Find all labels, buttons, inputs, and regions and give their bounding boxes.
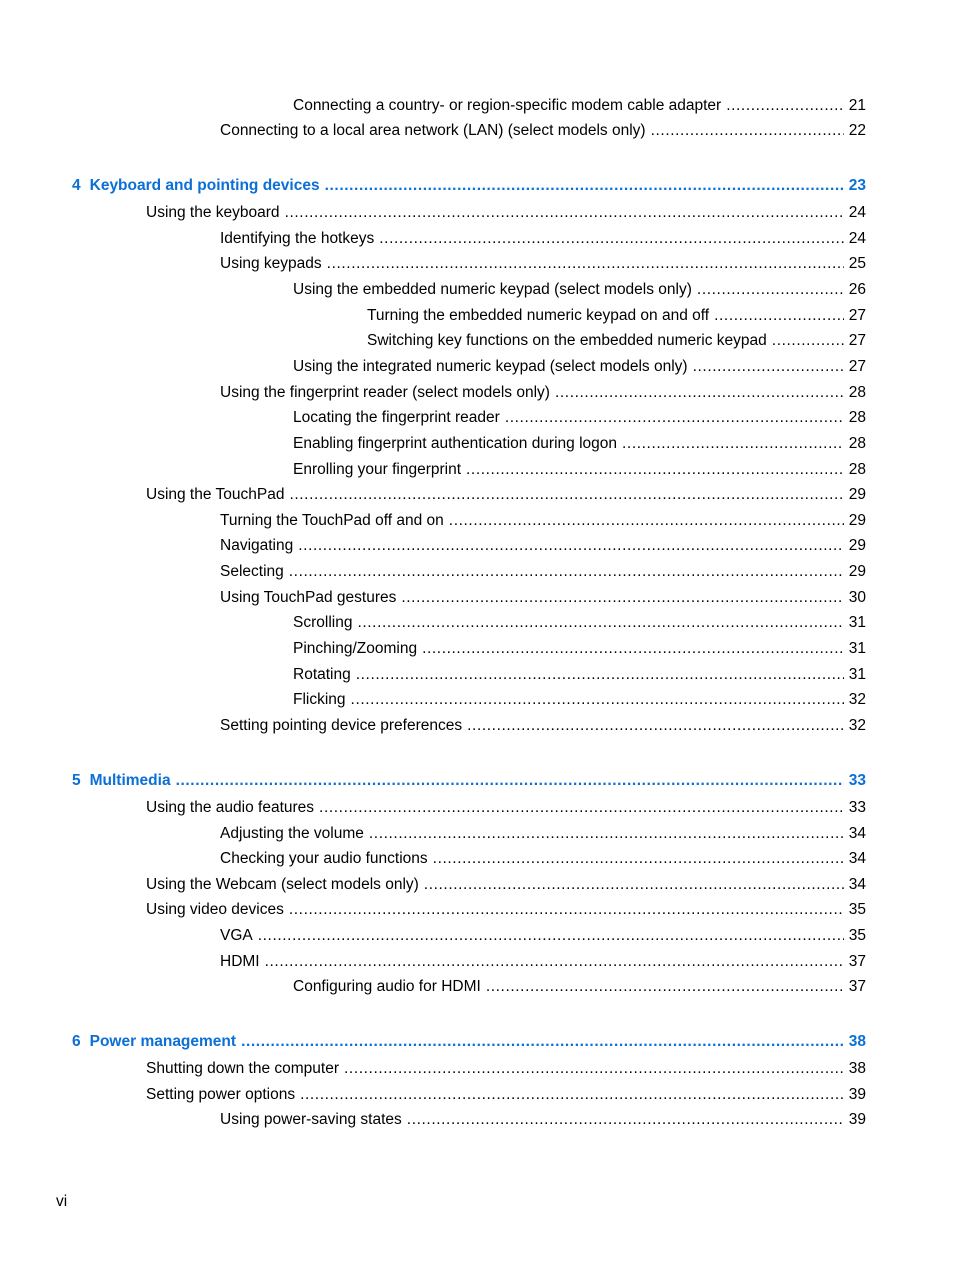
toc-entry[interactable] bbox=[220, 824, 866, 844]
toc-entry-page: 21 bbox=[848, 97, 866, 114]
toc-entry-page: 38 bbox=[848, 1033, 866, 1050]
dot-leader bbox=[325, 176, 844, 196]
toc-entry[interactable] bbox=[146, 798, 866, 818]
toc-entry[interactable] bbox=[293, 977, 866, 997]
toc-entry[interactable] bbox=[293, 357, 866, 377]
page-number: vi bbox=[56, 1193, 68, 1210]
dot-leader bbox=[344, 1059, 844, 1079]
dot-leader bbox=[486, 977, 844, 997]
dot-leader bbox=[407, 1110, 844, 1130]
toc-entry-page: 28 bbox=[848, 461, 866, 478]
toc-entry-title: Enabling fingerprint authentication during logon bbox=[293, 435, 618, 452]
toc-entry[interactable] bbox=[146, 1059, 866, 1079]
chapter-title: Power management bbox=[89, 1033, 237, 1050]
toc-entry[interactable] bbox=[293, 434, 866, 454]
dot-leader bbox=[693, 357, 844, 377]
toc-entry[interactable] bbox=[293, 460, 866, 480]
toc-entry[interactable] bbox=[293, 96, 866, 116]
dot-leader bbox=[466, 460, 844, 480]
toc-entry-title: VGA bbox=[220, 927, 253, 944]
dot-leader bbox=[726, 96, 844, 116]
dot-leader bbox=[319, 798, 844, 818]
toc-entry-title: Using keypads bbox=[220, 255, 322, 272]
toc-entry-title: Enrolling your fingerprint bbox=[293, 461, 462, 478]
toc-entry-page: 29 bbox=[848, 537, 866, 554]
toc-entry[interactable] bbox=[220, 229, 866, 249]
toc-entry[interactable] bbox=[220, 254, 866, 274]
toc-entry-title bbox=[72, 771, 176, 791]
toc-entry-title: HDMI bbox=[220, 953, 260, 970]
dot-leader bbox=[555, 383, 844, 403]
toc-entry[interactable] bbox=[293, 613, 866, 633]
toc-entry-title: Pinching/Zooming bbox=[293, 640, 418, 657]
toc-entry-title bbox=[72, 176, 325, 196]
toc-chapter-entry[interactable] bbox=[72, 1032, 866, 1052]
toc-chapter-entry[interactable] bbox=[72, 771, 866, 791]
toc-entry[interactable] bbox=[220, 383, 866, 403]
toc-entry[interactable] bbox=[146, 900, 866, 920]
toc-entry-page: 28 bbox=[848, 435, 866, 452]
toc-entry[interactable] bbox=[220, 536, 866, 556]
dot-leader bbox=[697, 280, 844, 300]
toc-entry-page: 28 bbox=[848, 384, 866, 401]
toc-entry-page: 35 bbox=[848, 901, 866, 918]
toc-entry-title: Using the fingerprint reader (select models only) bbox=[220, 384, 550, 401]
toc-entry-page: 32 bbox=[848, 691, 866, 708]
toc-entry-page: 37 bbox=[848, 978, 866, 995]
toc-entry[interactable] bbox=[220, 562, 866, 582]
dot-leader bbox=[772, 331, 844, 351]
dot-leader bbox=[351, 690, 844, 710]
dot-leader bbox=[433, 849, 844, 869]
toc-entry[interactable] bbox=[220, 926, 866, 946]
toc-entry[interactable] bbox=[293, 639, 866, 659]
toc-entry[interactable] bbox=[367, 331, 866, 351]
toc-entry-title bbox=[72, 1032, 241, 1052]
toc-entry-title: Rotating bbox=[293, 666, 351, 683]
toc-entry[interactable] bbox=[293, 690, 866, 710]
toc-entry-title: Using TouchPad gestures bbox=[220, 589, 397, 606]
dot-leader bbox=[298, 536, 844, 556]
dot-leader bbox=[449, 511, 844, 531]
toc-entry-title: Locating the fingerprint reader bbox=[293, 409, 500, 426]
dot-leader bbox=[176, 771, 844, 791]
toc-chapter-entry[interactable] bbox=[72, 176, 866, 196]
toc-entry-title: Scrolling bbox=[293, 614, 353, 631]
chapter-number: 4 bbox=[72, 177, 81, 194]
toc-entry-title: Setting power options bbox=[146, 1086, 296, 1103]
toc-entry[interactable] bbox=[367, 306, 866, 326]
toc-entry-page: 39 bbox=[848, 1086, 866, 1103]
toc-entry-page: 31 bbox=[848, 640, 866, 657]
toc-entry[interactable] bbox=[220, 588, 866, 608]
toc-entry-page: 32 bbox=[848, 717, 866, 734]
toc-entry[interactable] bbox=[293, 280, 866, 300]
chapter-number: 6 bbox=[72, 1033, 81, 1050]
toc-entry-page: 30 bbox=[848, 589, 866, 606]
toc-entry[interactable] bbox=[220, 121, 866, 141]
chapter-title: Multimedia bbox=[89, 772, 171, 789]
dot-leader bbox=[327, 254, 844, 274]
dot-leader bbox=[258, 926, 844, 946]
dot-leader bbox=[505, 408, 844, 428]
dot-leader bbox=[265, 952, 844, 972]
toc-entry-page: 34 bbox=[848, 876, 866, 893]
toc-entry-title: Selecting bbox=[220, 563, 284, 580]
toc-entry-title: Navigating bbox=[220, 537, 294, 554]
toc-entry[interactable] bbox=[220, 952, 866, 972]
toc-entry[interactable] bbox=[220, 1110, 866, 1130]
toc-entry-title: Switching key functions on the embedded numeric keypad bbox=[367, 332, 767, 349]
toc-entry-page: 26 bbox=[848, 281, 866, 298]
toc-entry-page: 29 bbox=[848, 512, 866, 529]
toc-entry-page: 27 bbox=[848, 358, 866, 375]
dot-leader bbox=[651, 121, 844, 141]
toc-entry-page: 22 bbox=[848, 122, 866, 139]
dot-leader bbox=[289, 562, 844, 582]
toc-entry-page: 34 bbox=[848, 850, 866, 867]
toc-entry[interactable] bbox=[293, 408, 866, 428]
toc-entry-title: Shutting down the computer bbox=[146, 1060, 340, 1077]
toc-entry-title: Using the TouchPad bbox=[146, 486, 285, 503]
toc-entry-title: Using the audio features bbox=[146, 799, 315, 816]
toc-entry-page: 31 bbox=[848, 614, 866, 631]
toc-entry[interactable] bbox=[146, 485, 866, 505]
toc-entry-title: Configuring audio for HDMI bbox=[293, 978, 481, 995]
toc-entry-title: Connecting a country- or region-specific modem cable adapter bbox=[293, 97, 722, 114]
toc-entry-title: Identifying the hotkeys bbox=[220, 230, 375, 247]
toc-entry-title: Setting pointing device preferences bbox=[220, 717, 463, 734]
toc-entry[interactable] bbox=[146, 203, 866, 223]
toc-entry[interactable] bbox=[146, 1085, 866, 1105]
dot-leader bbox=[622, 434, 844, 454]
toc-entry-title: Checking your audio functions bbox=[220, 850, 428, 867]
toc-entry-title: Using the integrated numeric keypad (select models only) bbox=[293, 358, 688, 375]
toc-entry-title: Adjusting the volume bbox=[220, 825, 364, 842]
toc-entry-page: 39 bbox=[848, 1111, 866, 1128]
dot-leader bbox=[467, 716, 844, 736]
toc-entry-page: 23 bbox=[848, 177, 866, 194]
toc-entry-title: Using power-saving states bbox=[220, 1111, 402, 1128]
dot-leader bbox=[379, 229, 844, 249]
dot-leader bbox=[289, 485, 843, 505]
toc-entry-page: 34 bbox=[848, 825, 866, 842]
toc-entry-page: 24 bbox=[848, 230, 866, 247]
toc-entry[interactable] bbox=[146, 875, 866, 895]
toc-entry-title: Using the embedded numeric keypad (select models only) bbox=[293, 281, 692, 298]
toc-entry-page: 33 bbox=[848, 799, 866, 816]
toc-entry-title: Using the keyboard bbox=[146, 204, 280, 221]
toc-entry-page: 33 bbox=[848, 772, 866, 789]
toc-entry-title: Flicking bbox=[293, 691, 346, 708]
dot-leader bbox=[285, 203, 844, 223]
toc-entry-page: 37 bbox=[848, 953, 866, 970]
toc-entry-page: 35 bbox=[848, 927, 866, 944]
toc-entry-page: 28 bbox=[848, 409, 866, 426]
toc-entry[interactable] bbox=[220, 716, 866, 736]
toc-entry-page: 38 bbox=[848, 1060, 866, 1077]
toc-entry-page: 27 bbox=[848, 307, 866, 324]
toc-entry-page: 25 bbox=[848, 255, 866, 272]
toc-entry[interactable] bbox=[220, 511, 866, 531]
toc-entry-page: 29 bbox=[848, 486, 866, 503]
dot-leader bbox=[300, 1085, 844, 1105]
dot-leader bbox=[369, 824, 844, 844]
dot-leader bbox=[357, 613, 843, 633]
toc-entry-page: 27 bbox=[848, 332, 866, 349]
dot-leader bbox=[422, 639, 844, 659]
toc-entry-title: Using video devices bbox=[146, 901, 284, 918]
toc-entry-page: 24 bbox=[848, 204, 866, 221]
chapter-title: Keyboard and pointing devices bbox=[89, 177, 320, 194]
dot-leader bbox=[356, 665, 844, 685]
dot-leader bbox=[241, 1032, 844, 1052]
toc-entry-title: Turning the TouchPad off and on bbox=[220, 512, 444, 529]
toc-entry-title: Connecting to a local area network (LAN) (select models only) bbox=[220, 122, 646, 139]
toc-entry-title: Turning the embedded numeric keypad on and off bbox=[367, 307, 710, 324]
toc-entry-page: 31 bbox=[848, 666, 866, 683]
dot-leader bbox=[714, 306, 844, 326]
toc-entry[interactable] bbox=[293, 665, 866, 685]
dot-leader bbox=[401, 588, 843, 608]
dot-leader bbox=[424, 875, 844, 895]
chapter-number: 5 bbox=[72, 772, 81, 789]
toc-entry-page: 29 bbox=[848, 563, 866, 580]
dot-leader bbox=[289, 900, 844, 920]
toc-entry-title: Using the Webcam (select models only) bbox=[146, 876, 419, 893]
toc-entry[interactable] bbox=[220, 849, 866, 869]
